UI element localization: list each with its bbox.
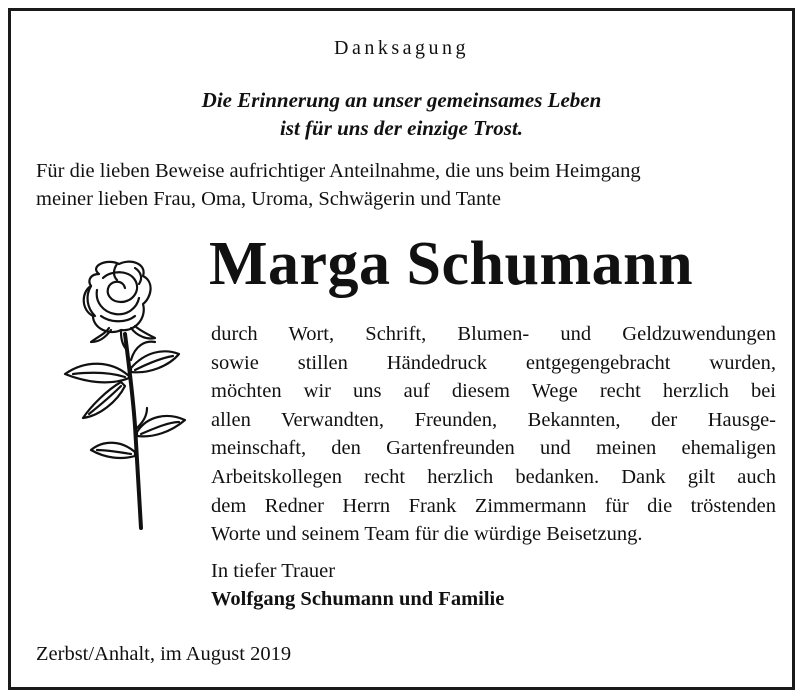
signatory: Wolfgang Schumann und Familie (211, 588, 505, 610)
body-paragraph (211, 320, 776, 549)
place-date: Zerbst/Anhalt, im August 2019 (36, 643, 292, 665)
notice-frame (8, 8, 795, 690)
body-line: allen Verwandten, Freunden, Bekannten, der Hausge- (211, 408, 776, 431)
intro-line-1: Für die lieben Beweise aufrichtiger Anteilnahme, die uns beim Heimgang (36, 160, 641, 182)
deceased-name: Marga Schumann (209, 230, 694, 298)
body-line: Worte und seinem Team für die würdige Beisetzung. (211, 523, 643, 546)
body-line: Arbeitskollegen recht herzlich bedanken. Dank gilt auch (211, 465, 776, 488)
body-line: möchten wir uns auf diesem Wege recht herzlich bei (211, 380, 776, 403)
body-line: dem Redner Herrn Frank Zimmermann für die tröstenden (211, 494, 776, 517)
body-line: meinschaft, den Gartenfreunden und meinen ehemaligen (211, 437, 776, 460)
rose-icon (51, 256, 201, 536)
closing-phrase: In tiefer Trauer (211, 560, 336, 582)
quote-line-2: ist für uns der einzige Trost. (279, 116, 524, 140)
intro-line-2: meiner lieben Frau, Oma, Uroma, Schwägerin und Tante (36, 188, 501, 210)
quote-line-1: Die Erinnerung an unser gemeinsames Leben (201, 88, 602, 112)
body-line: sowie stillen Händedruck entgegengebracht wurden, (211, 351, 776, 374)
body-line: durch Wort, Schrift, Blumen- und Geldzuwendungen (211, 323, 776, 345)
notice-heading: Danksagung (334, 37, 469, 59)
